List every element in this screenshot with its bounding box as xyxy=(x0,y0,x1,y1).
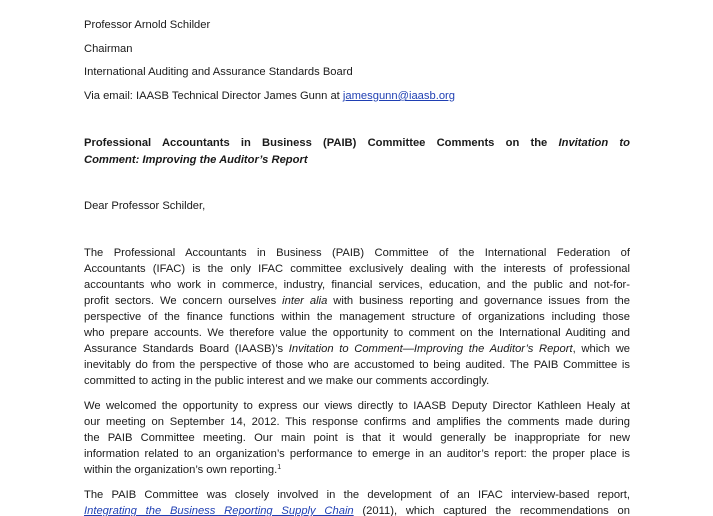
via-email-prefix: Via email: IAASB Technical Director James Gunn at xyxy=(84,90,343,102)
subject-text: Professional Accountants in Business (PAIB) Committee Comments on the xyxy=(84,137,559,149)
report-link[interactable]: Integrating the Business Reporting Supply Chain xyxy=(84,505,354,516)
p1-line: inevitably do from the perspective of those who are accustomed to being audited. The PAIB Committee is xyxy=(84,359,630,371)
p2-line: our meeting on September 14, 2012. This response confirms and amplifies the comments made during xyxy=(84,416,630,428)
footnote-ref[interactable]: 1 xyxy=(277,464,282,471)
salutation: Dear Professor Schilder, xyxy=(84,200,206,212)
p3-text: (2011), which captured the recommendations on xyxy=(353,505,630,516)
p2-line: the PAIB Committee meeting. Our main point is that it would generally be inappropriate for new xyxy=(84,432,630,444)
p1-text: Assurance Standards Board (IAASB)’s xyxy=(84,343,289,355)
subject-title-part: Invitation to xyxy=(558,137,630,149)
p1-line: who prepare accounts. We therefore value the opportunity to comment on the International Auditing and xyxy=(84,327,630,339)
p1-line: The Professional Accountants in Business (PAIB) Committee of the International Federation of xyxy=(84,247,630,259)
p1-line xyxy=(84,294,630,308)
recipient-org: International Auditing and Assurance Standards Board xyxy=(84,66,353,78)
p2-line: information related to an organization’s performance to emerge in an auditor’s report: the proper place is xyxy=(84,448,630,460)
p1-line xyxy=(84,342,630,356)
p2-line: We welcomed the opportunity to express our views directly to IAASB Deputy Director Kathleen Healy at xyxy=(84,400,630,412)
p2-line xyxy=(84,463,281,477)
p1-line: perspective of the finance functions within the management structure of organizations including those xyxy=(84,311,630,323)
recipient-role: Chairman xyxy=(84,43,133,55)
p1-text: with business reporting and governance issues from the xyxy=(327,295,631,307)
p1-line: accountants who work in commerce, industry, financial services, education, and the public and not-for- xyxy=(84,279,630,291)
recipient-name: Professor Arnold Schilder xyxy=(84,19,211,31)
p1-line: committed to acting in the public interest and we make our comments accordingly. xyxy=(84,375,490,387)
p1-text: , which we xyxy=(572,343,630,355)
subject-line-1 xyxy=(84,136,630,150)
p1-text: profit sectors. We concern ourselves xyxy=(84,295,283,307)
p3-line: The PAIB Committee was closely involved in the development of an IFAC interview-based report, xyxy=(84,489,630,501)
p1-italic: Invitation to Comment—Improving the Auditor’s Report xyxy=(288,343,573,355)
p1-italic: inter alia xyxy=(282,295,328,307)
via-email-line xyxy=(84,89,455,103)
p3-line xyxy=(84,504,630,516)
p2-text: within the organization’s own reporting. xyxy=(84,464,278,476)
p1-line: Accountants (IFAC) is the only IFAC committee exclusively dealing with the interests of professional xyxy=(84,263,630,275)
email-link[interactable]: jamesgunn@iaasb.org xyxy=(342,90,456,102)
subject-line-2: Comment: Improving the Auditor’s Report xyxy=(84,154,308,166)
